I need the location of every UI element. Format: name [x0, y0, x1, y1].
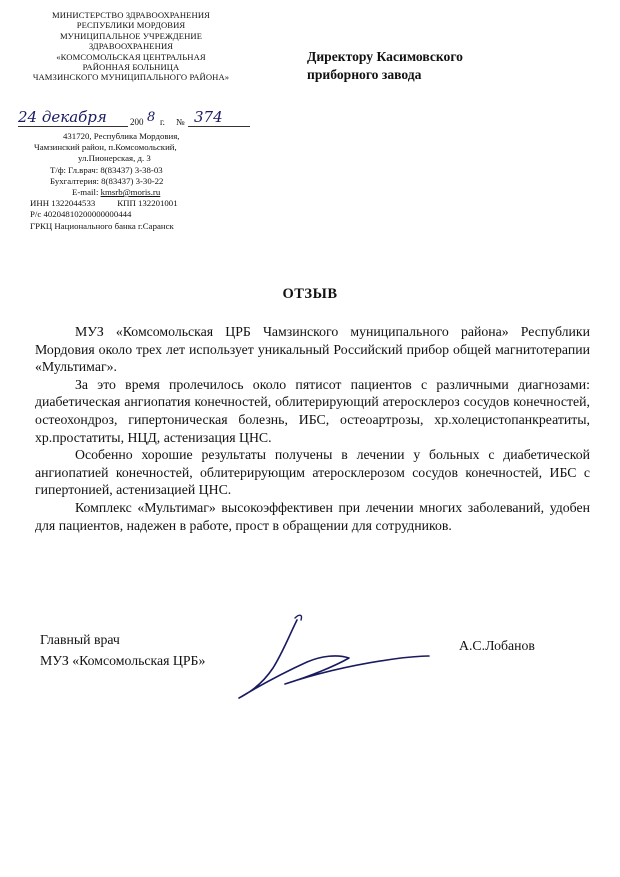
inn-line: ИНН 1322044533 КПП 132201001 — [30, 198, 178, 209]
letter-body — [35, 323, 590, 534]
letterhead-line: «КОМСОМОЛЬСКАЯ ЦЕНТРАЛЬНАЯ — [56, 51, 206, 62]
letterhead — [6, 10, 256, 83]
handwritten-date: 24 декабря — [18, 108, 107, 126]
recipient-line: приборного завода — [307, 66, 422, 82]
document-title: ОТЗЫВ — [282, 286, 338, 302]
letterhead-line: МУНИЦИПАЛЬНОЕ УЧРЕЖДЕНИЕ — [59, 30, 203, 41]
body-paragraph: Особенно хорошие результаты получены в лечении у больных с диабетической ангиопатией конечностей, облитерирующим атеросклерозом сосудов конечностей, ИБС с гипертонией, астенизацией ЦНС. — [35, 447, 590, 498]
address-line: Чамзинский район, п.Комсомольский, — [34, 142, 177, 153]
letterhead-line: ЧАМЗИНСКОГО МУНИЦИПАЛЬНОГО РАЙОНА» — [32, 72, 230, 83]
accounting-phone-line: Бухгалтерия: 8(83437) 3-30-22 — [50, 175, 164, 186]
recipient-block — [307, 48, 463, 83]
letterhead-line: РАЙОННАЯ БОЛЬНИЦА — [82, 62, 180, 73]
date-underline — [18, 126, 128, 127]
address-line: ул.Пионерская, д. 3 — [78, 153, 151, 164]
phone-line: Т/ф: Гл.врач: 8(83437) 3-38-03 — [50, 164, 163, 175]
signatory-name: А.С.Лобанов — [459, 638, 535, 653]
number-label: № — [176, 117, 185, 127]
handwritten-number: 374 — [194, 108, 223, 126]
date-year-prefix: 200 — [130, 117, 144, 127]
email-line — [30, 187, 270, 198]
date-number-row — [18, 108, 258, 130]
recipient-line: Директору Касимовского — [307, 49, 463, 64]
body-paragraph: За это время пролечилось около пятисот пациентов с различными диагнозами: диабетическая ангиопатия конечностей, облитерирующий атеросклероз сосудов конечностей, остеохондроз, гипертоническая болезнь, ИБС, остеоартрозы, хр.холецистопанкреатиты, хр.простатиты, НЦД, астенизация ЦНС. — [35, 376, 590, 445]
bank-line: ГРКЦ Национального банка г.Саранск — [30, 220, 174, 231]
body-paragraph: МУЗ «Комсомольская ЦРБ Чамзинского муниципального района» Республики Мордовия около трех лет использует уникальный Российский прибор общей магнитотерапии «Мультимаг». — [35, 324, 590, 375]
letterhead-line: МИНИСТЕРСТВО ЗДРАВООХРАНЕНИЯ — [52, 10, 210, 20]
position-line: Главный врач — [40, 632, 120, 647]
letterhead-line: РЕСПУБЛИКИ МОРДОВИЯ — [76, 20, 186, 31]
position-line: МУЗ «Комсомольская ЦРБ» — [40, 653, 206, 668]
sender-address — [30, 131, 270, 232]
letterhead-line: ЗДРАВООХРАНЕНИЯ — [88, 41, 174, 52]
body-paragraph: Комплекс «Мультимаг» высокоэффективен при лечении многих заболеваний, удобен для пациентов, надежен в работе, прост в обращении для сотрудников. — [35, 499, 590, 533]
handwritten-signature — [225, 612, 435, 704]
signatory-position — [40, 629, 205, 671]
email-link[interactable]: kmsrb@moris.ru — [100, 187, 161, 198]
account-line: Р/с 40204810200000000444 — [30, 209, 132, 220]
date-year-label: г. — [160, 117, 165, 127]
number-underline — [188, 126, 250, 127]
handwritten-year-digit: 8 — [147, 110, 156, 125]
address-line: 431720, Республика Мордовия, — [63, 131, 180, 141]
email-label: E-mail: — [72, 187, 99, 198]
